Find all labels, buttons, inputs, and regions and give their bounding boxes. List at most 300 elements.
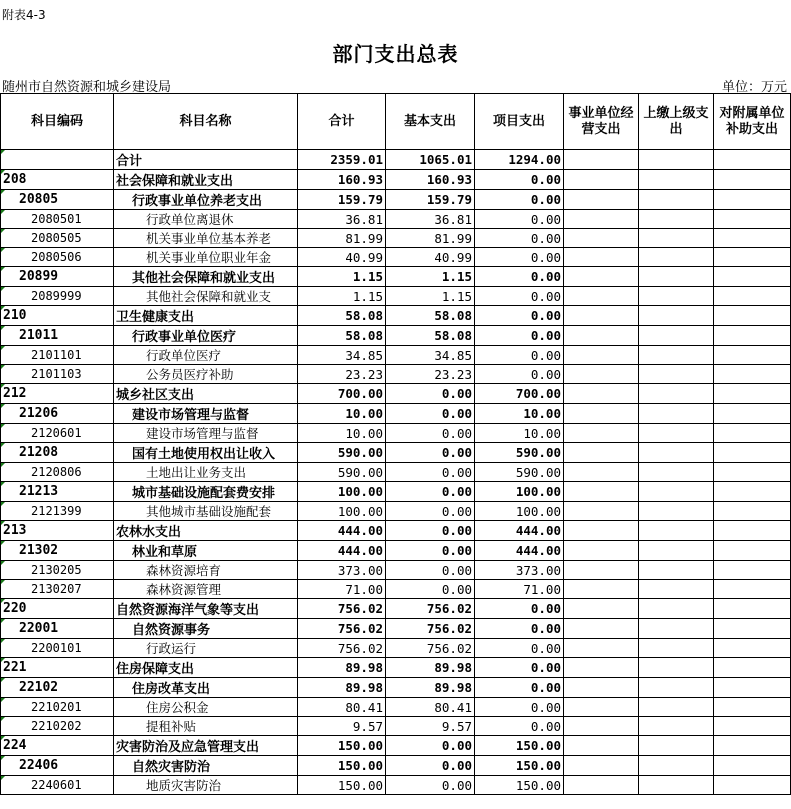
row-code: 21302 [1,541,114,561]
row-business [564,346,639,365]
row-name: 合计 [114,150,298,170]
row-subsidy [714,248,791,267]
row-code: 21213 [1,482,114,502]
row-remit [639,190,714,210]
row-total: 40.99 [298,248,386,267]
row-total: 1.15 [298,287,386,306]
row-code: 212 [1,384,114,404]
row-project: 0.00 [475,287,564,306]
row-remit [639,443,714,463]
row-total: 150.00 [298,756,386,776]
row-project: 444.00 [475,541,564,561]
row-subsidy [714,150,791,170]
row-total: 590.00 [298,463,386,482]
row-code: 2120601 [1,424,114,443]
row-basic: 81.99 [386,229,475,248]
row-subsidy [714,287,791,306]
row-name: 自然资源事务 [114,619,298,639]
table-row [1,424,791,443]
row-remit [639,698,714,717]
row-subsidy [714,267,791,287]
row-remit [639,463,714,482]
row-basic: 0.00 [386,404,475,424]
row-project: 444.00 [475,521,564,541]
table-row [1,756,791,776]
row-name: 行政单位离退休 [114,210,298,229]
row-code: 2210201 [1,698,114,717]
row-basic: 1065.01 [386,150,475,170]
row-project: 0.00 [475,210,564,229]
row-subsidy [714,443,791,463]
row-project: 10.00 [475,404,564,424]
row-subsidy [714,639,791,658]
row-basic: 0.00 [386,580,475,599]
row-name: 农林水支出 [114,521,298,541]
row-total: 23.23 [298,365,386,384]
row-remit [639,306,714,326]
row-code: 2240601 [1,776,114,795]
row-business [564,678,639,698]
row-project: 0.00 [475,346,564,365]
table-row [1,619,791,639]
row-basic: 23.23 [386,365,475,384]
row-project: 590.00 [475,463,564,482]
row-total: 100.00 [298,482,386,502]
row-code: 213 [1,521,114,541]
row-total: 10.00 [298,404,386,424]
row-total: 160.93 [298,170,386,190]
table-row [1,365,791,384]
row-business [564,170,639,190]
row-name: 自然资源海洋气象等支出 [114,599,298,619]
row-remit [639,170,714,190]
row-code: 22102 [1,678,114,698]
row-project: 0.00 [475,170,564,190]
row-business [564,210,639,229]
table-row [1,561,791,580]
row-total: 81.99 [298,229,386,248]
row-remit [639,210,714,229]
table-row [1,482,791,502]
row-code: 210 [1,306,114,326]
row-subsidy [714,678,791,698]
row-total: 10.00 [298,424,386,443]
row-subsidy [714,424,791,443]
row-basic: 0.00 [386,482,475,502]
row-business [564,150,639,170]
table-row [1,736,791,756]
row-basic: 80.41 [386,698,475,717]
row-basic: 756.02 [386,599,475,619]
table-row [1,580,791,599]
row-business [564,248,639,267]
row-business [564,698,639,717]
row-project: 0.00 [475,190,564,210]
row-project: 10.00 [475,424,564,443]
table-row [1,326,791,346]
row-project: 0.00 [475,619,564,639]
row-total: 590.00 [298,443,386,463]
row-name: 社会保障和就业支出 [114,170,298,190]
row-remit [639,267,714,287]
row-total: 34.85 [298,346,386,365]
table-row [1,463,791,482]
row-business [564,384,639,404]
row-project: 150.00 [475,756,564,776]
row-code: 20805 [1,190,114,210]
row-subsidy [714,190,791,210]
row-total: 444.00 [298,541,386,561]
row-business [564,267,639,287]
row-project: 100.00 [475,502,564,521]
row-name: 自然灾害防治 [114,756,298,776]
row-business [564,717,639,736]
row-code: 224 [1,736,114,756]
row-name: 住房改革支出 [114,678,298,698]
row-code: 2080506 [1,248,114,267]
row-project: 71.00 [475,580,564,599]
row-business [564,365,639,384]
table-row [1,658,791,678]
row-business [564,561,639,580]
row-subsidy [714,658,791,678]
row-remit [639,678,714,698]
row-basic: 0.00 [386,443,475,463]
row-code: 2130207 [1,580,114,599]
row-subsidy [714,776,791,795]
row-subsidy [714,561,791,580]
row-business [564,619,639,639]
row-basic: 756.02 [386,639,475,658]
table-row [1,678,791,698]
row-subsidy [714,717,791,736]
row-business [564,756,639,776]
attachment-label: 附表4-3 [2,8,46,22]
row-project: 100.00 [475,482,564,502]
row-name: 住房公积金 [114,698,298,717]
row-subsidy [714,736,791,756]
row-project: 0.00 [475,326,564,346]
row-total: 89.98 [298,658,386,678]
table-row [1,639,791,658]
row-remit [639,346,714,365]
row-basic: 1.15 [386,287,475,306]
row-code: 2080505 [1,229,114,248]
header-subsidy: 对附属单位补助支出 [714,94,791,150]
table-row [1,229,791,248]
row-business [564,306,639,326]
header-basic: 基本支出 [386,94,475,150]
row-remit [639,776,714,795]
row-code: 22001 [1,619,114,639]
row-basic: 1.15 [386,267,475,287]
row-remit [639,599,714,619]
row-subsidy [714,229,791,248]
row-remit [639,150,714,170]
row-subsidy [714,599,791,619]
row-basic: 0.00 [386,521,475,541]
row-name: 其他社会保障和就业支出 [114,267,298,287]
row-business [564,229,639,248]
row-project: 0.00 [475,658,564,678]
row-project: 0.00 [475,639,564,658]
row-business [564,736,639,756]
table-row [1,384,791,404]
row-business [564,541,639,561]
row-code: 21208 [1,443,114,463]
row-total: 150.00 [298,736,386,756]
table-row [1,717,791,736]
row-code: 2080501 [1,210,114,229]
header-name: 科目名称 [114,94,298,150]
row-subsidy [714,756,791,776]
row-total: 159.79 [298,190,386,210]
row-project: 0.00 [475,248,564,267]
row-basic: 756.02 [386,619,475,639]
row-code: 2101101 [1,346,114,365]
row-basic: 40.99 [386,248,475,267]
row-code: 21206 [1,404,114,424]
row-basic: 0.00 [386,561,475,580]
table-row [1,346,791,365]
table-row [1,210,791,229]
expenditure-table [0,93,791,795]
table-row [1,170,791,190]
row-total: 89.98 [298,678,386,698]
table-row [1,541,791,561]
row-code: 220 [1,599,114,619]
row-remit [639,229,714,248]
row-business [564,599,639,619]
row-code: 20899 [1,267,114,287]
row-name: 国有土地使用权出让收入 [114,443,298,463]
row-remit [639,619,714,639]
row-name: 地质灾害防治 [114,776,298,795]
row-basic: 89.98 [386,678,475,698]
row-name: 土地出让业务支出 [114,463,298,482]
row-total: 700.00 [298,384,386,404]
row-subsidy [714,306,791,326]
row-remit [639,248,714,267]
row-subsidy [714,482,791,502]
row-subsidy [714,541,791,561]
table-row [1,287,791,306]
row-remit [639,384,714,404]
row-project: 0.00 [475,306,564,326]
header-remit: 上缴上级支出 [639,94,714,150]
row-total: 9.57 [298,717,386,736]
unit-label: 单位：万元 [721,80,787,95]
row-remit [639,326,714,346]
row-basic: 89.98 [386,658,475,678]
row-subsidy [714,580,791,599]
row-business [564,482,639,502]
row-code: 21011 [1,326,114,346]
table-row [1,267,791,287]
row-project: 0.00 [475,717,564,736]
row-remit [639,658,714,678]
row-code: 2101103 [1,365,114,384]
row-business [564,776,639,795]
row-project: 700.00 [475,384,564,404]
row-name: 其他社会保障和就业支 [114,287,298,306]
row-subsidy [714,384,791,404]
row-basic: 0.00 [386,541,475,561]
table-row [1,404,791,424]
row-basic: 0.00 [386,424,475,443]
table-row [1,306,791,326]
table-row [1,599,791,619]
row-subsidy [714,210,791,229]
row-name: 城乡社区支出 [114,384,298,404]
row-business [564,521,639,541]
row-total: 80.41 [298,698,386,717]
row-code: 221 [1,658,114,678]
row-total: 58.08 [298,306,386,326]
row-project: 150.00 [475,776,564,795]
row-project: 0.00 [475,678,564,698]
row-project: 1294.00 [475,150,564,170]
row-code: 2200101 [1,639,114,658]
row-basic: 160.93 [386,170,475,190]
row-name: 森林资源管理 [114,580,298,599]
row-remit [639,287,714,306]
table-body [1,150,791,795]
row-name: 提租补贴 [114,717,298,736]
row-name: 林业和草原 [114,541,298,561]
row-name: 建设市场管理与监督 [114,404,298,424]
row-remit [639,404,714,424]
row-code: 22406 [1,756,114,776]
row-subsidy [714,170,791,190]
row-code: 2130205 [1,561,114,580]
row-subsidy [714,326,791,346]
header-project: 项目支出 [475,94,564,150]
table-row [1,190,791,210]
table-row [1,150,791,170]
row-project: 590.00 [475,443,564,463]
row-total: 150.00 [298,776,386,795]
row-remit [639,541,714,561]
row-total: 2359.01 [298,150,386,170]
row-project: 0.00 [475,267,564,287]
row-business [564,404,639,424]
row-remit [639,561,714,580]
row-basic: 34.85 [386,346,475,365]
row-subsidy [714,404,791,424]
row-basic: 0.00 [386,736,475,756]
row-basic: 0.00 [386,463,475,482]
row-remit [639,736,714,756]
row-remit [639,756,714,776]
row-code: 2120806 [1,463,114,482]
row-basic: 36.81 [386,210,475,229]
row-business [564,580,639,599]
row-business [564,463,639,482]
row-business [564,443,639,463]
header-row [1,94,791,150]
row-name: 灾害防治及应急管理支出 [114,736,298,756]
row-subsidy [714,698,791,717]
row-subsidy [714,502,791,521]
row-basic: 0.00 [386,776,475,795]
row-total: 58.08 [298,326,386,346]
header-business: 事业单位经营支出 [564,94,639,150]
row-name: 行政单位医疗 [114,346,298,365]
row-name: 机关事业单位基本养老 [114,229,298,248]
row-remit [639,482,714,502]
table-row [1,521,791,541]
row-name: 住房保障支出 [114,658,298,678]
row-total: 756.02 [298,619,386,639]
row-remit [639,580,714,599]
table-row [1,698,791,717]
row-subsidy [714,346,791,365]
row-name: 建设市场管理与监督 [114,424,298,443]
row-basic: 159.79 [386,190,475,210]
row-basic: 0.00 [386,502,475,521]
row-remit [639,639,714,658]
row-business [564,287,639,306]
row-name: 机关事业单位职业年金 [114,248,298,267]
row-business [564,326,639,346]
row-total: 71.00 [298,580,386,599]
row-name: 行政事业单位医疗 [114,326,298,346]
row-remit [639,717,714,736]
row-project: 0.00 [475,698,564,717]
table-row [1,776,791,795]
row-subsidy [714,619,791,639]
row-total: 36.81 [298,210,386,229]
header-code: 科目编码 [1,94,114,150]
row-subsidy [714,463,791,482]
row-total: 444.00 [298,521,386,541]
row-total: 1.15 [298,267,386,287]
row-subsidy [714,521,791,541]
row-subsidy [714,365,791,384]
row-basic: 0.00 [386,756,475,776]
row-name: 公务员医疗补助 [114,365,298,384]
row-name: 行政事业单位养老支出 [114,190,298,210]
row-total: 756.02 [298,599,386,619]
page-title: 部门支出总表 [332,42,459,66]
row-project: 150.00 [475,736,564,756]
row-project: 0.00 [475,365,564,384]
row-business [564,502,639,521]
row-code: 2121399 [1,502,114,521]
row-remit [639,502,714,521]
table-row [1,502,791,521]
row-remit [639,424,714,443]
organization-name: 随州市自然资源和城乡建设局 [2,80,172,95]
row-remit [639,521,714,541]
row-basic: 58.08 [386,306,475,326]
row-code [1,150,114,170]
row-basic: 9.57 [386,717,475,736]
row-code: 208 [1,170,114,190]
header-total: 合计 [298,94,386,150]
row-business [564,424,639,443]
row-code: 2089999 [1,287,114,306]
row-business [564,639,639,658]
row-project: 0.00 [475,229,564,248]
table-row [1,248,791,267]
row-name: 卫生健康支出 [114,306,298,326]
row-remit [639,365,714,384]
row-basic: 0.00 [386,384,475,404]
row-total: 756.02 [298,639,386,658]
row-name: 其他城市基础设施配套 [114,502,298,521]
